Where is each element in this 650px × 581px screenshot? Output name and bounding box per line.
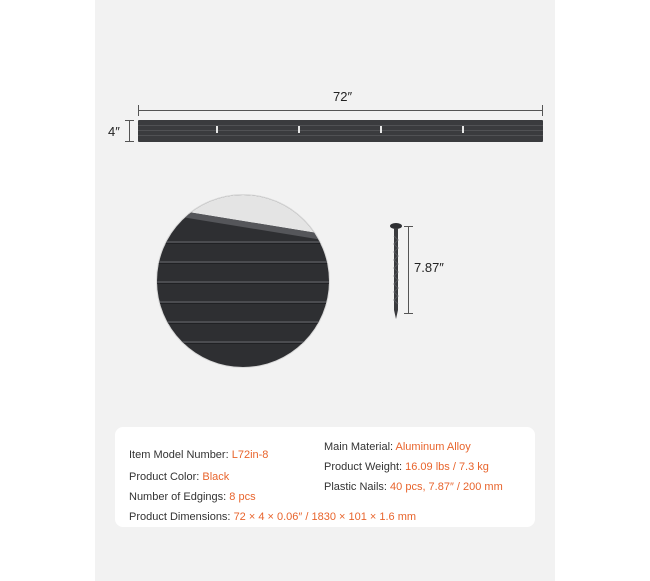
- edging-strip-image: [138, 120, 543, 142]
- spec-plastic-nails: Plastic Nails: 40 pcs, 7.87″ / 200 mm: [324, 481, 503, 493]
- nail-slot: [298, 126, 300, 133]
- nail-dimension-label: 7.87″: [414, 260, 444, 275]
- length-dimension-line: [138, 110, 543, 111]
- nail-dimension-line: [408, 226, 409, 314]
- spec-product-color: Product Color: Black: [129, 471, 230, 483]
- height-dimension-line: [129, 120, 130, 142]
- spec-model-number: Item Model Number: L72in-8: [129, 449, 269, 461]
- length-dimension-tick-right: [542, 105, 543, 116]
- spec-main-material: Main Material: Aluminum Alloy: [324, 441, 471, 453]
- nail-dimension-tick-top: [404, 226, 413, 227]
- length-dimension-label: 72″: [333, 89, 353, 104]
- nail-slot: [462, 126, 464, 133]
- spec-product-weight: Product Weight: 16.09 lbs / 7.3 kg: [324, 461, 489, 473]
- spec-number-of-edgings: Number of Edgings: 8 pcs: [129, 491, 256, 503]
- height-dimension-tick-top: [125, 120, 134, 121]
- spec-product-dimensions: Product Dimensions: 72 × 4 × 0.06″ / 1830 × 101 × 1.6 mm: [129, 511, 417, 523]
- plastic-nail-image: [386, 222, 406, 322]
- nail-slot: [380, 126, 382, 133]
- height-dimension-label: 4″: [108, 124, 120, 139]
- height-dimension-tick-bottom: [125, 141, 134, 142]
- nail-slot: [216, 126, 218, 133]
- nail-dimension-tick-bottom: [404, 313, 413, 314]
- edging-closeup-image: [157, 195, 329, 367]
- length-dimension-tick-left: [138, 105, 139, 116]
